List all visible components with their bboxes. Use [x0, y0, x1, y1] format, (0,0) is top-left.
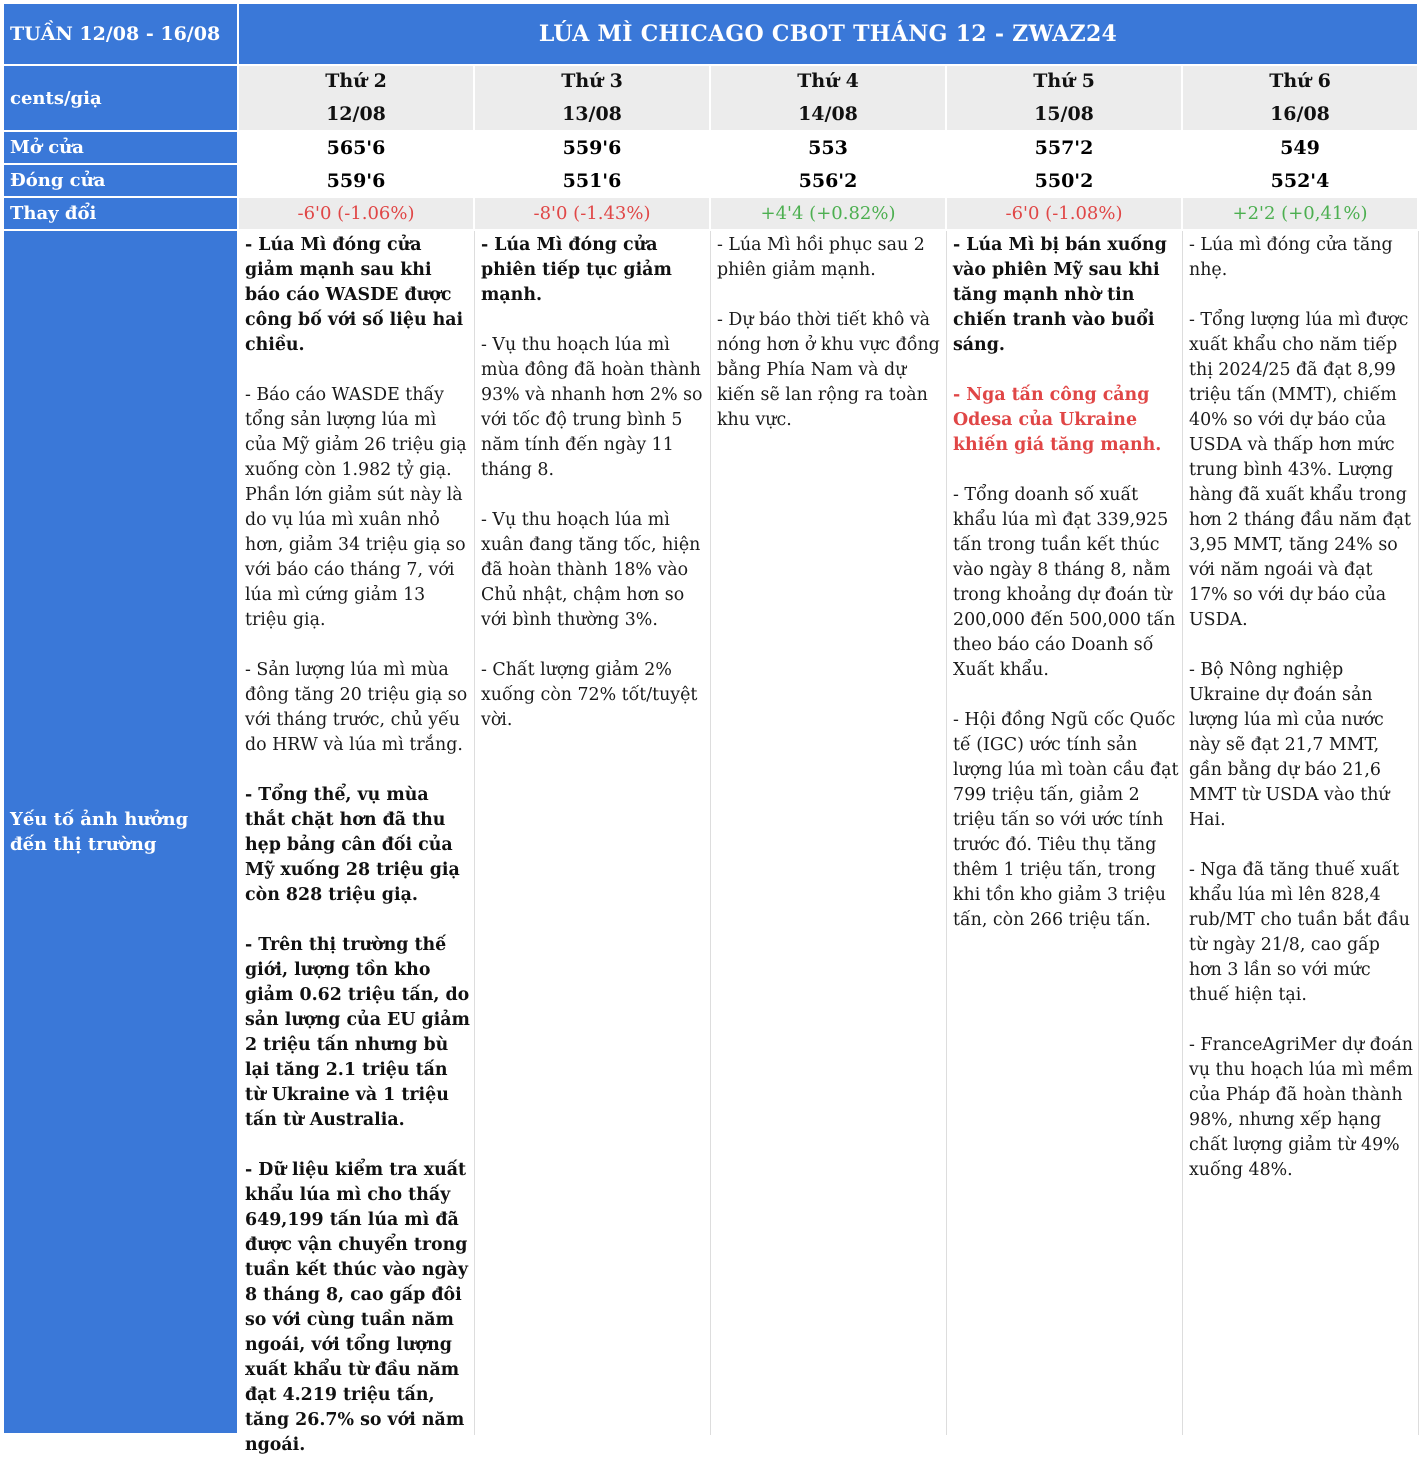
unit-label: cents/giạ [4, 66, 239, 132]
close-price: 550'2 [947, 165, 1183, 198]
news-paragraph: - Lúa Mì đóng cửa giảm mạnh sau khi báo cáo WASDE được công bố với số liệu hai chiều. [245, 235, 464, 355]
close-price: 559'6 [239, 165, 475, 198]
news-column [947, 231, 1183, 1435]
close-price: 552'4 [1183, 165, 1419, 198]
weekday-label: Thứ 4 [797, 70, 859, 92]
weekday-label: Thứ 3 [561, 70, 623, 92]
news-paragraph: - Sản lượng lúa mì mùa đông tăng 20 triệu giạ so với tháng trước, chủ yếu do HRW và lúa mì trắng. [245, 660, 468, 755]
date-label: 16/08 [1270, 103, 1330, 125]
open-label: Mở cửa [4, 132, 239, 165]
news-paragraph: - Vụ thu hoạch lúa mì xuân đang tăng tốc, hiện đã hoàn thành 18% vào Chủ nhật, chậm hơn so với bình thường 3%. [481, 510, 701, 630]
date-label: 15/08 [1034, 103, 1094, 125]
news-paragraph: - Nga đã tăng thuế xuất khẩu lúa mì lên 828,4 rub/MT cho tuần bắt đầu từ ngày 21/8, cao gấp hơn 3 lần so với mức thuế hiện tại. [1189, 860, 1410, 1005]
open-price: 557'2 [947, 132, 1183, 165]
news-paragraph: - FranceAgriMer dự đoán vụ thu hoạch lúa mì mềm của Pháp đã hoàn thành 98%, nhưng xếp hạng chất lượng giảm từ 49% xuống 48%. [1189, 1035, 1413, 1180]
price-change: +2'2 (+0,41%) [1183, 198, 1419, 231]
day-header [711, 66, 947, 132]
news-paragraph: - Vụ thu hoạch lúa mì mùa đông đã hoàn thành 93% và nhanh hơn 2% so với tốc độ trung bình 5 năm tính đến ngày 11 tháng 8. [481, 335, 703, 480]
close-price: 551'6 [475, 165, 711, 198]
open-price: 549 [1183, 132, 1419, 165]
close-price: 556'2 [711, 165, 947, 198]
factors-label: Yếu tố ảnh hưởng đến thị trường [4, 231, 239, 1435]
news-paragraph: - Dự báo thời tiết khô và nóng hơn ở khu vực đồng bằng Phía Nam và dự kiến sẽ lan rộng ra toàn khu vực. [717, 310, 940, 430]
table-title: LÚA MÌ CHICAGO CBOT THÁNG 12 - ZWAZ24 [239, 4, 1419, 66]
price-table [4, 4, 1419, 1455]
news-column [711, 231, 947, 1435]
open-price: 553 [711, 132, 947, 165]
news-column [239, 231, 475, 1455]
price-change: -6'0 (-1.06%) [239, 198, 475, 231]
news-paragraph: - Hội đồng Ngũ cốc Quốc tế (IGC) ước tính sản lượng lúa mì toàn cầu đạt 799 triệu tấn, giảm 2 triệu tấn so với ước tính trước đó. Tiêu thụ tăng thêm 1 triệu tấn, trong khi tồn kho giảm 3 triệu tấn, còn 266 triệu tấn. [953, 710, 1179, 930]
news-paragraph: - Tổng lượng lúa mì được xuất khẩu cho năm tiếp thị 2024/25 đã đạt 8,99 triệu tấn (MMT), chiếm 40% so với dự báo của USDA và thấp hơn mức trung bình 43%. Lượng hàng đã xuất khẩu trong hơn 2 tháng đầu năm đạt 3,95 MMT, tăng 24% so với năm ngoái và đạt 17% so với dự báo của USDA. [1189, 310, 1412, 630]
change-label: Thay đổi [4, 198, 239, 231]
news-paragraph: - Dữ liệu kiểm tra xuất khẩu lúa mì cho thấy 649,199 tấn lúa mì đã được vận chuyển trong tuần kết thúc vào ngày 8 tháng 8, cao gấp đôi so với cùng tuần năm ngoái, với tổng lượng xuất khẩu từ đầu năm đạt 4.219 triệu tấn, tăng 26.7% so với năm ngoái. [245, 1160, 469, 1455]
news-paragraph: - Tổng doanh số xuất khẩu lúa mì đạt 339,925 tấn trong tuần kết thúc vào ngày 8 tháng 8, nằm trong khoảng dự đoán từ 200,000 đến 500,000 tấn theo báo cáo Doanh số Xuất khẩu. [953, 485, 1176, 680]
weekday-label: Thứ 6 [1269, 70, 1331, 92]
news-paragraph: - Lúa Mì đóng cửa phiên tiếp tục giảm mạnh. [481, 235, 672, 305]
day-header [947, 66, 1183, 132]
news-column [475, 231, 711, 1435]
price-change: -6'0 (-1.08%) [947, 198, 1183, 231]
day-header [239, 66, 475, 132]
day-header [1183, 66, 1419, 132]
news-paragraph: - Tổng thể, vụ mùa thắt chặt hơn đã thu hẹp bảng cân đối của Mỹ xuống 28 triệu giạ còn 828 triệu giạ. [245, 785, 460, 905]
news-paragraph: - Bộ Nông nghiệp Ukraine dự đoán sản lượng lúa mì của nước này sẽ đạt 21,7 MMT, gần bằng dự báo 21,6 MMT từ USDA vào thứ Hai. [1189, 660, 1390, 830]
weekday-label: Thứ 2 [325, 70, 387, 92]
news-paragraph: - Chất lượng giảm 2% xuống còn 72% tốt/tuyệt vời. [481, 660, 698, 730]
news-paragraph: - Nga tấn công cảng Odesa của Ukraine khiến giá tăng mạnh. [953, 385, 1162, 455]
week-label: TUẦN 12/08 - 16/08 [4, 4, 239, 66]
news-paragraph: - Lúa Mì hồi phục sau 2 phiên giảm mạnh. [717, 235, 925, 280]
day-header [475, 66, 711, 132]
price-change: -8'0 (-1.43%) [475, 198, 711, 231]
date-label: 12/08 [326, 103, 386, 125]
open-price: 559'6 [475, 132, 711, 165]
price-change: +4'4 (+0.82%) [711, 198, 947, 231]
news-paragraph: - Báo cáo WASDE thấy tổng sản lượng lúa mì của Mỹ giảm 26 triệu giạ xuống còn 1.982 tỷ giạ. Phần lớn giảm sút này là do vụ lúa mì xuân nhỏ hơn, giảm 34 triệu giạ so với báo cáo tháng 7, với lúa mì cứng giảm 13 triệu giạ. [245, 385, 467, 630]
close-label: Đóng cửa [4, 165, 239, 198]
date-label: 13/08 [562, 103, 622, 125]
news-paragraph: - Trên thị trường thế giới, lượng tồn kho giảm 0.62 triệu tấn, do sản lượng của EU giảm 2 triệu tấn nhưng bù lại tăng 2.1 triệu tấn từ Ukraine và 1 triệu tấn từ Australia. [245, 935, 470, 1130]
date-label: 14/08 [798, 103, 858, 125]
news-paragraph: - Lúa Mì bị bán xuống vào phiên Mỹ sau khi tăng mạnh nhờ tin chiến tranh vào buổi sáng. [953, 235, 1167, 355]
open-price: 565'6 [239, 132, 475, 165]
weekday-label: Thứ 5 [1033, 70, 1095, 92]
news-column [1183, 231, 1419, 1435]
news-paragraph: - Lúa mì đóng cửa tăng nhẹ. [1189, 235, 1393, 280]
